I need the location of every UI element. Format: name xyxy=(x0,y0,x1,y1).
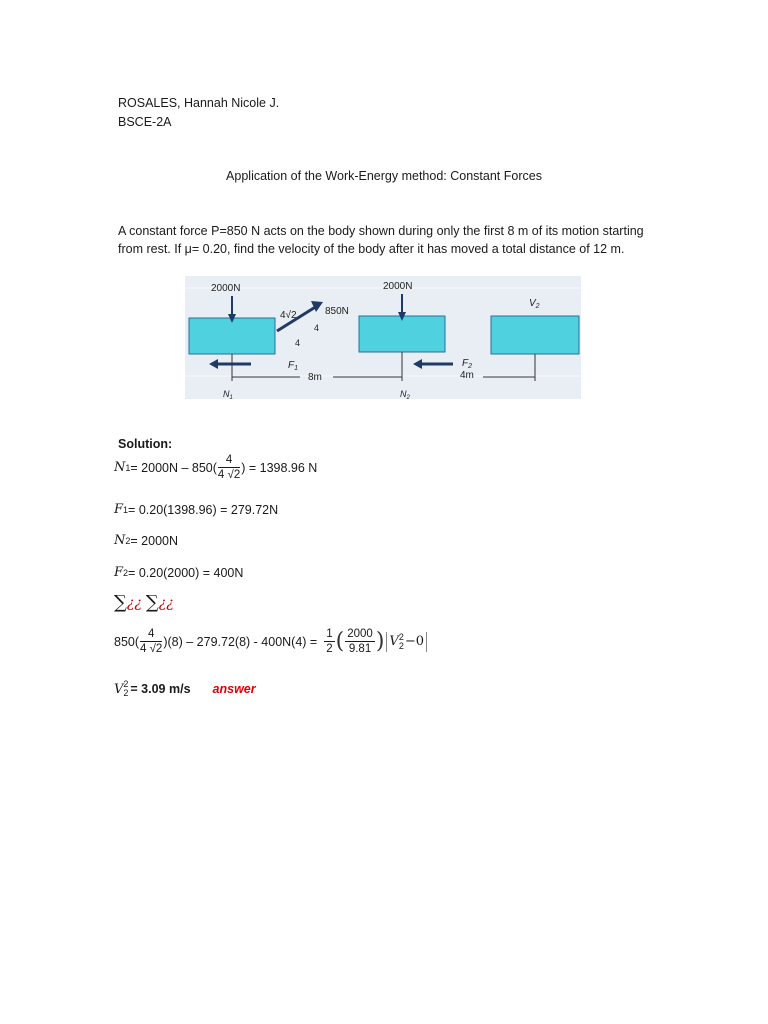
block-1 xyxy=(189,318,275,354)
equation-n2: N 2 = 2000N xyxy=(114,533,178,548)
hypotenuse-label: 4√2 xyxy=(280,310,297,321)
equation-work-energy: 850( $\frac{4}{4 √2}$ )(8) – 279.72(8) - 400N(4) = $\frac{1}{2}$ ( $\frac{2000}{9.81}$ ) V 2 2 −0 xyxy=(114,628,429,655)
problem-statement: A constant force P=850 N acts on the body shown during only the first 8 m of its motion starting from rest. If μ= 0.20, find the velocity of the body after it has moved a total distance of 12 m. xyxy=(118,224,644,256)
solution-heading: Solution: xyxy=(118,437,173,451)
vertical-leg-label: 4 xyxy=(314,323,320,333)
equation-n1: N 1 = 2000N – 850( $\frac{4}{4 √2}$ ) = 1398.96 N xyxy=(114,454,318,481)
normal-1-label: $N_1$ xyxy=(223,389,233,399)
weight-1-label: 2000N xyxy=(211,283,241,294)
equation-f1: F 1 = 0.20(1398.96) = 279.72N xyxy=(114,502,279,517)
document-title: Application of the Work-Energy method: Constant Forces xyxy=(226,169,542,183)
student-name: ROSALES, Hannah Nicole J. xyxy=(118,96,280,110)
summation-line: ∑ ¿¿ ∑ ¿¿ xyxy=(114,592,174,613)
horizontal-leg-label: 4 xyxy=(295,338,301,348)
equation-f2: F 2 = 0.20(2000) = 400N xyxy=(114,565,244,580)
block-2 xyxy=(359,316,445,352)
distance-1-label: 8m xyxy=(308,372,322,383)
force-p-label: 850N xyxy=(325,306,349,317)
distance-2-label: 4m xyxy=(460,370,474,381)
weight-2-label: 2000N xyxy=(383,281,413,292)
block-3 xyxy=(491,316,579,354)
answer-label: answer xyxy=(212,682,256,696)
final-answer: V 2 2 = 3.09 m/s answer xyxy=(114,679,256,698)
velocity-label: $V_2$ xyxy=(529,298,540,310)
student-section: BSCE-2A xyxy=(118,115,172,129)
friction-2-label: $F_2$ xyxy=(462,358,473,370)
free-body-diagram xyxy=(185,276,581,399)
friction-1-label: $F_1$ xyxy=(288,360,299,372)
normal-2-label: $N_2$ xyxy=(400,389,410,399)
